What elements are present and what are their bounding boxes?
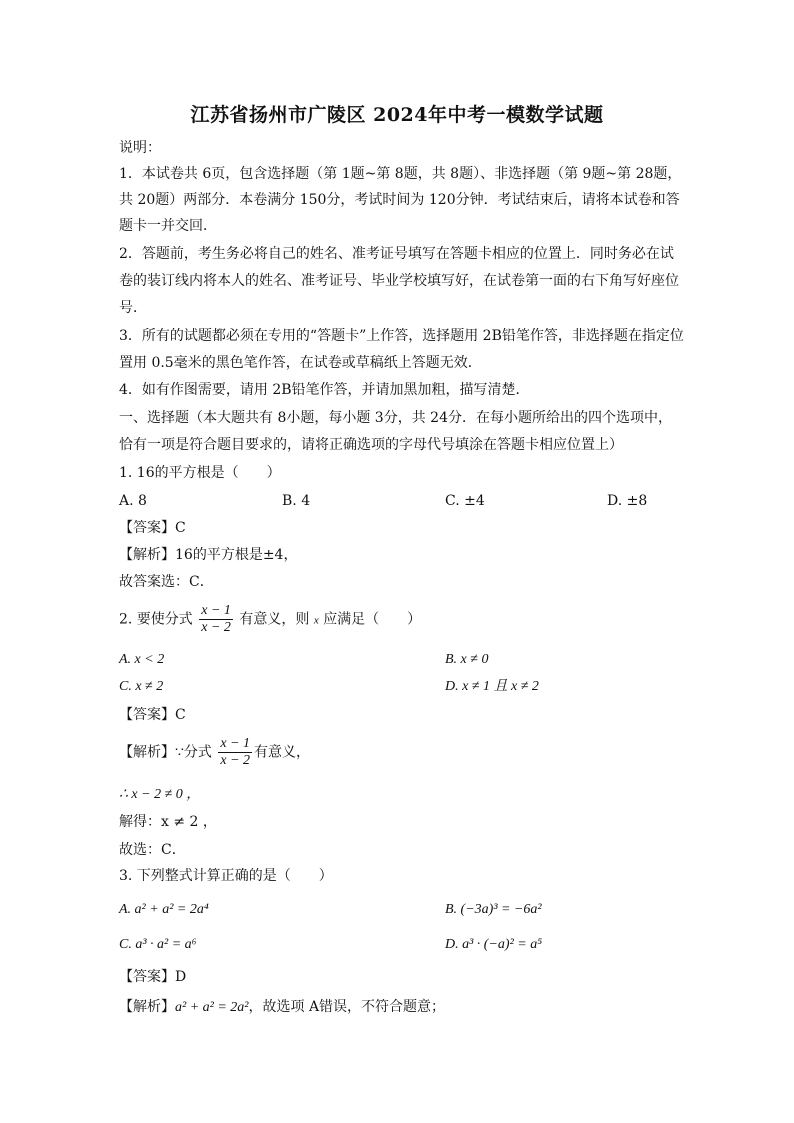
note-line: 题卡一并交回． xyxy=(119,218,217,234)
q2-option-b: B. x ≠ 0 xyxy=(445,652,489,667)
note-line: 号． xyxy=(119,300,147,316)
note-line: 4．如有作图需要，请用 2B铅笔作答，并请加黑加粗，描写清楚． xyxy=(119,382,530,398)
section-heading: 一、选择题（本大题共有 8小题，每小题 3分，共 24分．在每小题所给出的四个选项中， xyxy=(119,410,672,426)
q1-option-d: D. ±8 xyxy=(607,493,648,509)
note-line: 共 20题）两部分．本卷满分 150分，考试时间为 120分钟．考试结束后，请将本试卷和答 xyxy=(119,192,680,208)
note-line: 1．本试卷共 6页，包含选择题（第 1题~第 8题，共 8题）、非选择题（第 9题~第 28题， xyxy=(119,166,682,182)
q3-option-a: A. a² + a² = 2a⁴ xyxy=(119,902,209,917)
analysis-text-end: 有意义， xyxy=(254,744,311,761)
q3-analysis xyxy=(119,998,445,1017)
exam-title: 江苏省扬州市广陵区 2024年中考一模数学试题 xyxy=(190,104,604,126)
q3-option-b: B. (−3a)³ = −6a² xyxy=(445,902,542,917)
q2-option-d: D. x ≠ 1 且 x ≠ 2 xyxy=(445,679,539,694)
q1-option-a: A. 8 xyxy=(119,493,147,509)
q1-option-c: C. ±4 xyxy=(445,493,485,509)
q2-option-a: A. x < 2 xyxy=(119,652,165,667)
q2-fraction xyxy=(199,603,233,636)
q2-analysis xyxy=(119,736,310,769)
fraction-numerator: x − 1 xyxy=(220,736,251,751)
q1-analysis: 【解析】16的平方根是±4， xyxy=(119,547,298,563)
analysis-text: 分式 xyxy=(183,744,212,761)
analysis-label: 【解析】 xyxy=(119,744,175,761)
q1-stem: 1. 16的平方根是（ ） xyxy=(119,465,281,481)
note-line: 卷的装订线内将本人的姓名、准考证号、毕业学校填写好，在试卷第一面的右下角写好座位 xyxy=(119,273,679,289)
q3-option-c: C. a³ · a² = a⁶ xyxy=(119,937,197,952)
analysis-label: 【解析】 xyxy=(119,999,175,1015)
q2-step-1: ∴ x − 2 ≠ 0 ， xyxy=(119,787,201,802)
fraction-numerator: x − 1 xyxy=(201,603,231,618)
because-symbol: ∵ xyxy=(175,745,184,761)
q1-option-b: B. 4 xyxy=(282,493,311,509)
q2-stem-start: 2. 要使分式 xyxy=(119,611,193,628)
q2-step-2: 解得：x ≠ 2 ， xyxy=(119,814,217,830)
q2-answer: 【答案】C xyxy=(119,707,186,723)
q3-stem: 3. 下列整式计算正确的是（ ） xyxy=(119,868,333,884)
fraction-denominator: x − 2 xyxy=(201,620,231,635)
q2-variable: x xyxy=(313,614,319,627)
note-line: 3．所有的试题都必须在专用的“答题卡”上作答，选择题用 2B铅笔作答，非选择题在指定位 xyxy=(119,328,684,344)
q2-stem-end: 应满足（ ） xyxy=(323,611,422,628)
q3-option-d: D. a³ · (−a)² = a⁵ xyxy=(445,937,543,952)
fraction-denominator: x − 2 xyxy=(220,753,251,768)
q1-conclusion: 故答案选：C． xyxy=(119,574,214,590)
analysis-math: a² + a² = 2a² xyxy=(175,1000,249,1015)
q2-conclusion: 故选：C． xyxy=(119,842,186,858)
q2-stem-mid: 有意义，则 xyxy=(239,611,310,628)
q2-analysis-fraction xyxy=(218,736,252,769)
note-line: 置用 0.5毫米的黑色笔作答，在试卷或草稿纸上答题无效． xyxy=(119,355,482,371)
q1-answer: 【答案】C xyxy=(119,520,186,536)
notes-heading: 说明： xyxy=(119,140,161,156)
section-heading-cont: 恰有一项是符合题目要求的，请将正确选项的字母代号填涂在答题卡相应位置上） xyxy=(119,437,623,453)
analysis-text: ，故选项 A错误，不符合题意； xyxy=(248,999,446,1015)
q2-option-c: C. x ≠ 2 xyxy=(119,679,164,694)
q2-stem xyxy=(119,603,421,636)
q3-answer: 【答案】D xyxy=(119,969,187,985)
note-line: 2．答题前，考生务必将自己的姓名、准考证号填写在答题卡相应的位置上．同时务必在试 xyxy=(119,246,674,262)
